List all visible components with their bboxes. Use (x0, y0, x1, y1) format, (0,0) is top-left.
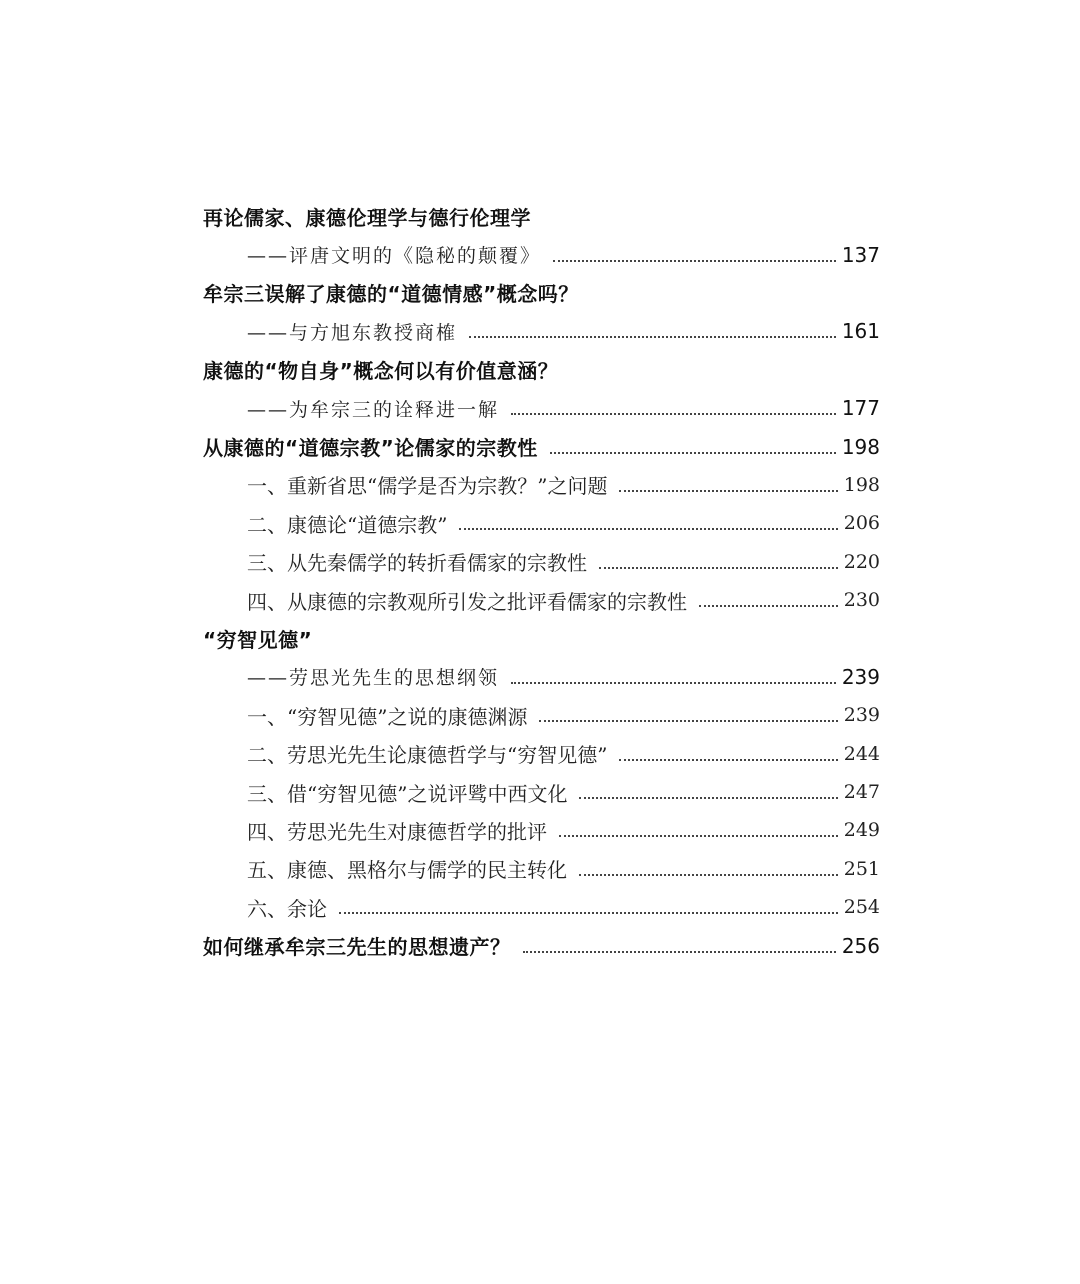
toc-entry-heading (203, 197, 880, 235)
dot-leader (550, 452, 836, 454)
dot-leader (619, 759, 837, 761)
toc-entry-title: ——评唐文明的《隐秘的颠覆》 (247, 245, 542, 268)
toc-entry-heading (203, 351, 880, 389)
toc-entry-title: ——劳思光先生的思想纲领 (247, 667, 500, 690)
toc-entry-title: 二、康德论“道德宗教” (247, 512, 448, 537)
toc-entry-page: 230 (843, 589, 880, 612)
toc-entry-page: 249 (843, 819, 880, 842)
toc-entry-heading (203, 926, 880, 964)
toc-entry-subtitle (203, 389, 880, 427)
toc-entry-section (203, 466, 880, 504)
toc-entry-title: 如何继承牟宗三先生的思想遗产？ (203, 935, 511, 960)
dot-leader (559, 835, 838, 837)
toc-entry-title: 二、劳思光先生论康德哲学与“穷智见德” (247, 743, 608, 768)
dot-leader (339, 912, 838, 914)
toc-entry-page: 256 (841, 933, 880, 958)
dot-leader (459, 528, 837, 530)
toc-entry-heading (203, 427, 880, 465)
toc-entry-heading (203, 274, 880, 312)
dot-leader (553, 260, 836, 262)
toc-entry-section (203, 773, 880, 811)
toc-entry-title: 康德的“物自身”概念何以有价值意涵？ (203, 359, 559, 384)
toc-entry-page: 198 (841, 434, 880, 459)
dot-leader (523, 951, 836, 953)
dot-leader (579, 797, 837, 799)
toc-entry-page: 254 (843, 896, 880, 919)
toc-entry-title: 牟宗三误解了康德的“道德情感”概念吗？ (203, 282, 579, 307)
toc-entry-page: 239 (843, 704, 880, 727)
toc-entry-title: ——为牟宗三的诠释进一解 (247, 398, 500, 421)
dot-leader (619, 490, 837, 492)
toc-entry-page: 244 (843, 742, 880, 765)
toc-entry-page: 177 (841, 396, 880, 421)
toc-entry-page: 198 (843, 473, 880, 496)
toc-entry-title: 六、余论 (247, 896, 327, 921)
toc-entry-title: 一、重新省思“儒学是否为宗教？”之问题 (247, 474, 608, 499)
toc-entry-page: 137 (841, 242, 880, 267)
dot-leader (699, 605, 838, 607)
toc-entry-page: 161 (841, 319, 880, 344)
toc-entry-title: 一、“穷智见德”之说的康德渊源 (247, 704, 528, 729)
toc-entry-title: 三、从先秦儒学的转折看儒家的宗教性 (247, 551, 587, 576)
toc-entry-title: “穷智见德” (203, 627, 313, 652)
toc-entry-subtitle (203, 312, 880, 350)
toc-entry-subtitle (203, 658, 880, 696)
toc-entry-page: 206 (843, 512, 880, 535)
toc-entry-page: 251 (843, 857, 880, 880)
toc-entry-title: 四、从康德的宗教观所引发之批评看儒家的宗教性 (247, 589, 687, 614)
toc-entry-title: 四、劳思光先生对康德哲学的批评 (247, 819, 547, 844)
toc-entry-section (203, 696, 880, 734)
dot-leader (469, 336, 836, 338)
dot-leader (599, 567, 838, 569)
toc-entry-page: 247 (843, 781, 880, 804)
toc-entry-title: ——与方旭东教授商榷 (247, 321, 458, 344)
toc-entry-title: 再论儒家、康德伦理学与德行伦理学 (203, 205, 531, 230)
table-of-contents (203, 197, 880, 965)
toc-entry-page: 239 (841, 664, 880, 689)
toc-entry-subtitle (203, 235, 880, 273)
toc-entry-section (203, 734, 880, 772)
dot-leader (511, 682, 836, 684)
toc-entry-section (203, 543, 880, 581)
toc-entry-section (203, 850, 880, 888)
toc-entry-section (203, 888, 880, 926)
toc-entry-section (203, 504, 880, 542)
toc-entry-section (203, 581, 880, 619)
toc-entry-page: 220 (843, 550, 880, 573)
toc-entry-title: 五、康德、黑格尔与儒学的民主转化 (247, 858, 567, 883)
toc-entry-section (203, 811, 880, 849)
toc-entry-heading (203, 619, 880, 657)
toc-entry-title: 三、借“穷智见德”之说评骘中西文化 (247, 781, 568, 806)
dot-leader (539, 720, 837, 722)
dot-leader (579, 874, 838, 876)
toc-entry-title: 从康德的“道德宗教”论儒家的宗教性 (203, 436, 538, 461)
dot-leader (511, 413, 836, 415)
